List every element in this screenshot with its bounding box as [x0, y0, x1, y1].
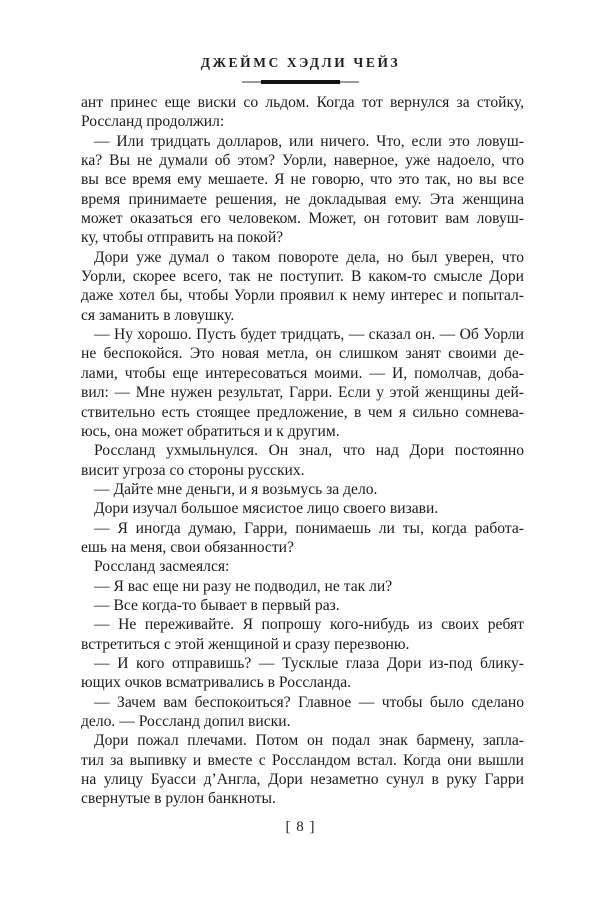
text-line: Дори уже думал о таком повороте дела, но был уверен, что	[94, 248, 524, 266]
text-line: — Ну хорошо. Пусть будет тридцать, — сказал он. — Об Уорли	[94, 326, 524, 344]
text-line: юсь, она может обратиться и к другим.	[81, 422, 340, 440]
text-line: Дори пожал плечами. Потом он подал знак бармену, запла-	[94, 732, 524, 750]
text-line: свернутые в рулон банкноты.	[81, 790, 276, 808]
text-line: — Все когда-то бывает в первый раз.	[94, 596, 340, 614]
text-line: висит угроза со стороны русских.	[81, 461, 305, 479]
text-line: ка? Вы не думали об этом? Уорли, наверное, уже надоело, что	[81, 152, 524, 170]
divider-thick-center	[261, 80, 340, 84]
text-line: вы все время ему мешаете. Я не говорю, что это так, но вы все	[81, 171, 524, 189]
text-line: дело. — Россланд допил виски.	[81, 713, 291, 730]
text-line: — Не переживайте. Я попрошу кого-нибудь из своих ребят	[94, 616, 524, 634]
text-line: — Или тридцать долларов, или ничего. Что, если это ловуш-	[94, 132, 524, 150]
page-number: [ 8 ]	[285, 819, 316, 835]
text-line: Уорли, скорее всего, так не поступит. В каком-то смысле Дори	[81, 268, 524, 286]
text-line: вил: — Мне нужен результат, Гарри. Если у этой женщины дей-	[81, 384, 524, 402]
text-line: ся заманить в ловушку.	[81, 306, 235, 324]
text-line: — Я иногда думаю, Гарри, понимаешь ли ты, когда работа-	[94, 519, 524, 537]
body-text	[81, 93, 524, 809]
text-line: Россланд продолжил:	[81, 113, 225, 131]
text-line: встретиться с этой женщиной и сразу перезвоню.	[81, 635, 410, 653]
text-line: время принимаете решения, не докладывая ему. Эта женщина	[81, 190, 524, 208]
text-line: Россланд засмеялся:	[94, 558, 230, 576]
divider-thin-right	[340, 81, 359, 83]
divider-thin-left	[242, 81, 261, 83]
text-line: может оказаться его человеком. Может, он готовит вам ловуш-	[81, 210, 524, 228]
text-line: ант принес еще виски со льдом. Когда тот вернулся за стойку,	[81, 94, 524, 111]
text-line: — Я вас еще ни разу не подводил, не так ли?	[94, 577, 393, 595]
text-line: — И кого отправишь? — Тусклые глаза Дори из-под блику-	[94, 654, 524, 672]
running-head-author: ДЖЕЙМС ХЭДЛИ ЧЕЙЗ	[200, 55, 401, 70]
text-line: Россланд ухмыльнулся. Он знал, что над Дори постоянно	[94, 442, 524, 460]
text-line: ющих очков всматривались в Россланда.	[81, 674, 352, 692]
text-line: ку, чтобы отправить на покой?	[81, 229, 284, 247]
text-line: ешь на меня, свои обязанности?	[81, 538, 294, 556]
text-line: Дори изучал большое мясистое лицо своего визави.	[94, 500, 439, 518]
text-line: не беспокойся. Это новая метла, он слишком занят своими де-	[81, 345, 524, 363]
text-line: тил за выпивку и вместе с Россландом встал. Когда они вышли	[81, 751, 524, 769]
text-line: даже хотел бы, чтобы Уорли проявил к нему интерес и попытал-	[81, 287, 524, 305]
header-divider-rule	[242, 80, 359, 84]
text-line: на улицу Буасси д’Англа, Дори незаметно сунул в руку Гарри	[81, 771, 524, 789]
header-divider	[0, 80, 601, 84]
text-line: — Зачем вам беспокоиться? Главное — чтобы было сделано	[94, 693, 524, 711]
text-line: лами, чтобы еще интересоваться моими. — И, помолчав, доба-	[81, 364, 524, 382]
text-line: — Дайте мне деньги, и я возьмусь за дело.	[94, 480, 378, 498]
text-line: ствительно есть стоящее предложение, в чем я сильно сомнева-	[81, 403, 524, 421]
